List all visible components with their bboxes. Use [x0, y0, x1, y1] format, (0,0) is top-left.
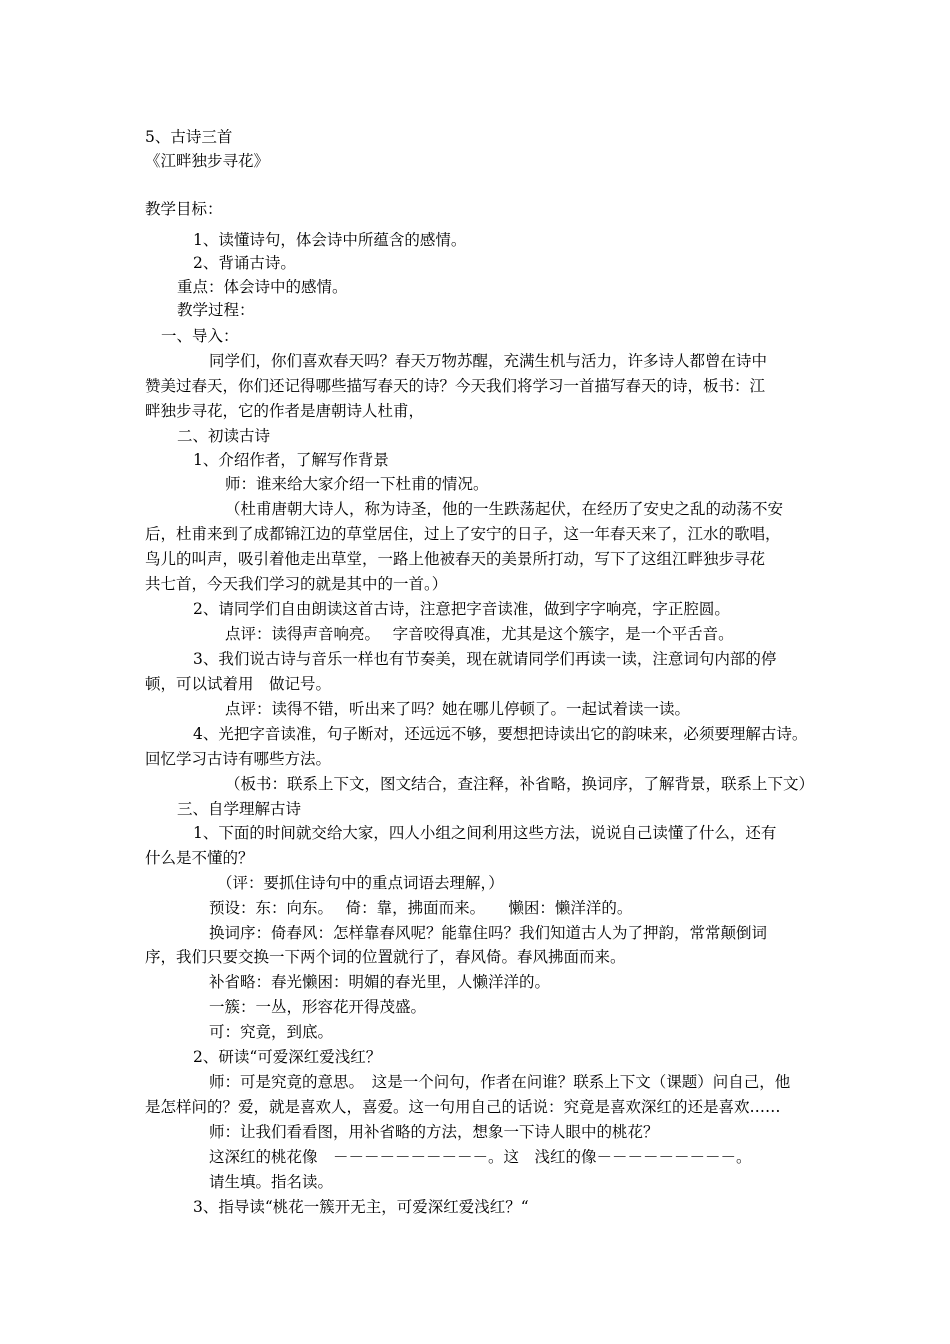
paragraph-line: 是怎样问的？爱，就是喜欢人，喜爱。这一句用自己的话说：究竟是喜欢深红的还是喜欢…… [145, 1098, 781, 1116]
paragraph-line: 回忆学习古诗有哪些方法。 [145, 750, 332, 768]
paragraph-line: 补省略：春光懒困：明媚的春光里，人懒洋洋的。 [209, 973, 551, 991]
paragraph-line: （评：要抓住诗句中的重点词语去理解，） [217, 874, 504, 892]
paragraph-line: 共七首，今天我们学习的就是其中的一首。） [145, 575, 448, 593]
heading-teaching-process: 教学过程： [177, 301, 255, 319]
section-heading: 二、初读古诗 [177, 427, 271, 445]
fill-in-line: 这深红的桃花像 －－－－－－－－－－。这 浅红的像－－－－－－－－－。 [209, 1148, 752, 1166]
paragraph-line: 点评：读得声音响亮。 字音咬得真准，尤其是这个簇字，是一个平舌音。 [225, 625, 734, 643]
paragraph-line: （板书：联系上下文，图文结合，查注释，补省略，换词序，了解背景，联系上下文） [225, 775, 815, 793]
section-heading: 三、自学理解古诗 [177, 800, 302, 818]
subsection-heading: 2、请同学们自由朗读这首古诗，注意把字音读准，做到字字响亮，字正腔圆。 [193, 600, 730, 618]
subsection-heading: 3、我们说古诗与音乐一样也有节奏美，现在就请同学们再读一读，注意词句内部的停 [193, 650, 777, 668]
heading-teaching-goals: 教学目标： [145, 200, 223, 218]
paragraph-line: 师：可是究竟的意思。 这是一个问句，作者在问谁？联系上下文（课题）问自己，他 [209, 1073, 791, 1091]
paragraph-line: 什么是不懂的？ [145, 849, 254, 867]
paragraph-line: 预设：东：向东。 倚：靠，拂面而来。 懒困：懒洋洋的。 [209, 899, 633, 917]
paragraph-line: 同学们，你们喜欢春天吗？春天万物苏醒，充满生机与活力，许多诗人都曾在诗中 [209, 352, 768, 370]
paragraph-line: 后，杜甫来到了成都锦江边的草堂居住，过上了安宁的日子，这一年春天来了，江水的歌唱， [145, 525, 781, 543]
subsection-heading: 2、研读“可爱深红爱浅红？ [193, 1048, 382, 1066]
key-point-line: 重点：体会诗中的感情。 [177, 278, 348, 296]
subsection-heading: 3、指导读“桃花一簇开无主，可爱深红爱浅红？“ [193, 1198, 529, 1216]
paragraph-line: 一簇：一丛，形容花开得茂盛。 [209, 998, 427, 1016]
subsection-heading: 1、下面的时间就交给大家，四人小组之间利用这些方法，说说自己读懂了什么，还有 [193, 824, 777, 842]
section-heading: 一、导入： [161, 327, 239, 345]
subsection-heading: 1、介绍作者，了解写作背景 [193, 451, 389, 469]
paragraph-line: （杜甫唐朝大诗人，称为诗圣，他的一生跌荡起伏，在经历了安史之乱的动荡不安 [225, 500, 784, 518]
paragraph-line: 师：谁来给大家介绍一下杜甫的情况。 [225, 475, 489, 493]
poem-title: 《江畔独步寻花》 [145, 152, 270, 170]
paragraph-line: 换词序：倚春风：怎样靠春风呢？能靠住吗？我们知道古人为了押韵，常常颠倒词 [209, 924, 768, 942]
goal-line: 2、背诵古诗。 [193, 254, 296, 272]
goal-line: 1、读懂诗句，体会诗中所蕴含的感情。 [193, 231, 467, 249]
paragraph-line: 鸟儿的叫声，吸引着他走出草堂，一路上他被春天的美景所打动，写下了这组江畔独步寻花 [145, 550, 766, 568]
lesson-number-title: 5、古诗三首 [145, 128, 233, 146]
paragraph-line: 赞美过春天，你们还记得哪些描写春天的诗？今天我们将学习一首描写春天的诗，板书：江 [145, 377, 766, 395]
paragraph-line: 请生填。指名读。 [209, 1173, 334, 1191]
paragraph-line: 师：让我们看看图，用补省略的方法，想象一下诗人眼中的桃花？ [209, 1123, 659, 1141]
paragraph-line: 序，我们只要交换一下两个词的位置就行了，春风倚。春风拂面而来。 [145, 948, 626, 966]
subsection-heading: 4、光把字音读准，句子断对，还远远不够，要想把诗读出它的韵味来，必须要理解古诗。 [193, 725, 808, 743]
paragraph-line: 可：究竟，到底。 [209, 1023, 334, 1041]
paragraph-line: 顿，可以试着用 做记号。 [145, 675, 332, 693]
paragraph-line: 畔独步寻花，它的作者是唐朝诗人杜甫， [145, 402, 425, 420]
paragraph-line: 点评：读得不错，听出来了吗？她在哪儿停顿了。一起试着读一读。 [225, 700, 691, 718]
